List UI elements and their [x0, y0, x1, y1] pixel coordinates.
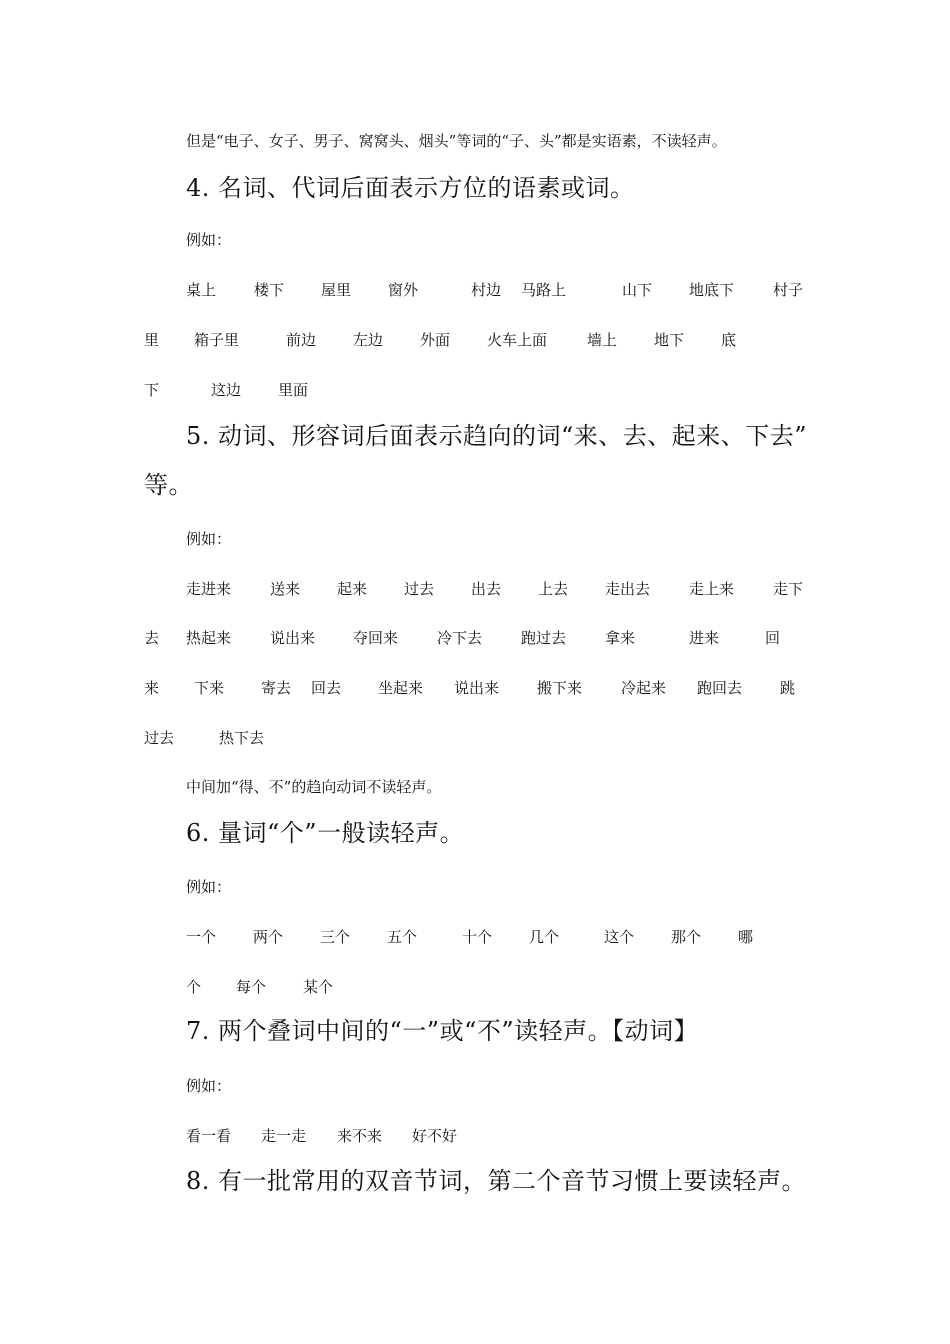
word-item: 山下: [622, 281, 653, 299]
word-item: 前边: [286, 331, 317, 349]
word-item: 每个: [236, 978, 267, 996]
word-item: 热下去: [219, 729, 265, 747]
word-item: 走上来: [689, 580, 735, 598]
word-item: 马路上: [521, 281, 567, 299]
word-item: 走出去: [605, 580, 651, 598]
heading-5-line2: 等。: [144, 471, 193, 499]
word-item: 那个: [671, 928, 702, 946]
heading-8: 8. 有一批常用的双音节词，第二个音节习惯上要读轻声。: [186, 1167, 807, 1195]
word-item: 冷下去: [437, 629, 483, 647]
word-item: 里: [144, 331, 160, 349]
word-item: 桌上: [186, 281, 217, 299]
word-item: 搬下来: [537, 679, 583, 697]
word-item: 五个: [387, 928, 418, 946]
word-item: 村子: [773, 281, 804, 299]
word-item: 两个: [253, 928, 284, 946]
word-item: 过去: [404, 580, 435, 598]
heading-5-line1: 5. 动词、形容词后面表示趋向的词“来、去、起来、下去”: [186, 422, 808, 450]
word-item: 过去: [144, 729, 175, 747]
word-item: 屋里: [321, 281, 352, 299]
word-item: 跳: [780, 679, 796, 697]
word-item: 跑过去: [521, 629, 567, 647]
word-item: 说出来: [270, 629, 316, 647]
word-item: 走一走: [261, 1127, 307, 1145]
note-shitou-text: 但是“电子、女子、男子、窝窝头、烟头”等词的“子、头”都是实语素，不读轻声。: [186, 132, 727, 150]
word-item: 走进来: [186, 580, 232, 598]
word-item: 送来: [270, 580, 301, 598]
word-item: 地底下: [689, 281, 735, 299]
word-item: 这边: [211, 381, 242, 399]
word-item: 拿来: [605, 629, 636, 647]
word-item: 墙上: [587, 331, 618, 349]
word-item: 底: [721, 331, 737, 349]
word-item: 楼下: [254, 281, 285, 299]
word-item: 下来: [194, 679, 225, 697]
heading-6: 6. 量词“个”一般读轻声。: [186, 819, 465, 847]
heading-7: 7. 两个叠词中间的“一”或“不”读轻声。【动词】: [186, 1017, 699, 1045]
word-item: 一个: [186, 928, 217, 946]
word-item: 寄去: [261, 679, 292, 697]
word-item: 来不来: [337, 1127, 383, 1145]
example-label-4: 例如：: [186, 231, 232, 249]
word-item: 个: [186, 978, 202, 996]
word-item: 上去: [538, 580, 569, 598]
word-item: 十个: [462, 928, 493, 946]
word-item: 某个: [303, 978, 334, 996]
word-item: 里面: [278, 381, 309, 399]
word-item: 地下: [654, 331, 685, 349]
word-item: 左边: [353, 331, 384, 349]
word-item: 坐起来: [378, 679, 424, 697]
word-item: 好不好: [412, 1127, 458, 1145]
word-item: 进来: [689, 629, 720, 647]
word-item: 哪: [738, 928, 754, 946]
word-item: 来: [144, 679, 160, 697]
word-item: 箱子里: [194, 331, 240, 349]
example-label-7: 例如：: [186, 1077, 232, 1095]
word-item: 出去: [471, 580, 502, 598]
word-item: 外面: [420, 331, 451, 349]
example-label-5: 例如：: [186, 530, 232, 548]
word-item: 起来: [337, 580, 368, 598]
word-item: 热起来: [186, 629, 232, 647]
word-item: 下: [144, 381, 160, 399]
word-item: 回: [765, 629, 781, 647]
word-item: 三个: [320, 928, 351, 946]
example-label-6: 例如：: [186, 878, 232, 896]
word-item: 看一看: [186, 1127, 232, 1145]
note-5-text: 中间加“得、不”的趋向动词不读轻声。: [186, 778, 442, 796]
word-item: 走下: [773, 580, 804, 598]
word-item: 去: [144, 629, 160, 647]
word-item: 跑回去: [697, 679, 743, 697]
word-item: 说出来: [454, 679, 500, 697]
word-item: 火车上面: [487, 331, 548, 349]
word-item: 这个: [604, 928, 635, 946]
word-item: 夺回来: [353, 629, 399, 647]
word-item: 冷起来: [621, 679, 667, 697]
heading-4: 4. 名词、代词后面表示方位的语素或词。: [186, 174, 635, 202]
word-item: 回去: [311, 679, 342, 697]
word-item: 村边: [471, 281, 502, 299]
word-item: 几个: [529, 928, 560, 946]
word-item: 窗外: [388, 281, 419, 299]
